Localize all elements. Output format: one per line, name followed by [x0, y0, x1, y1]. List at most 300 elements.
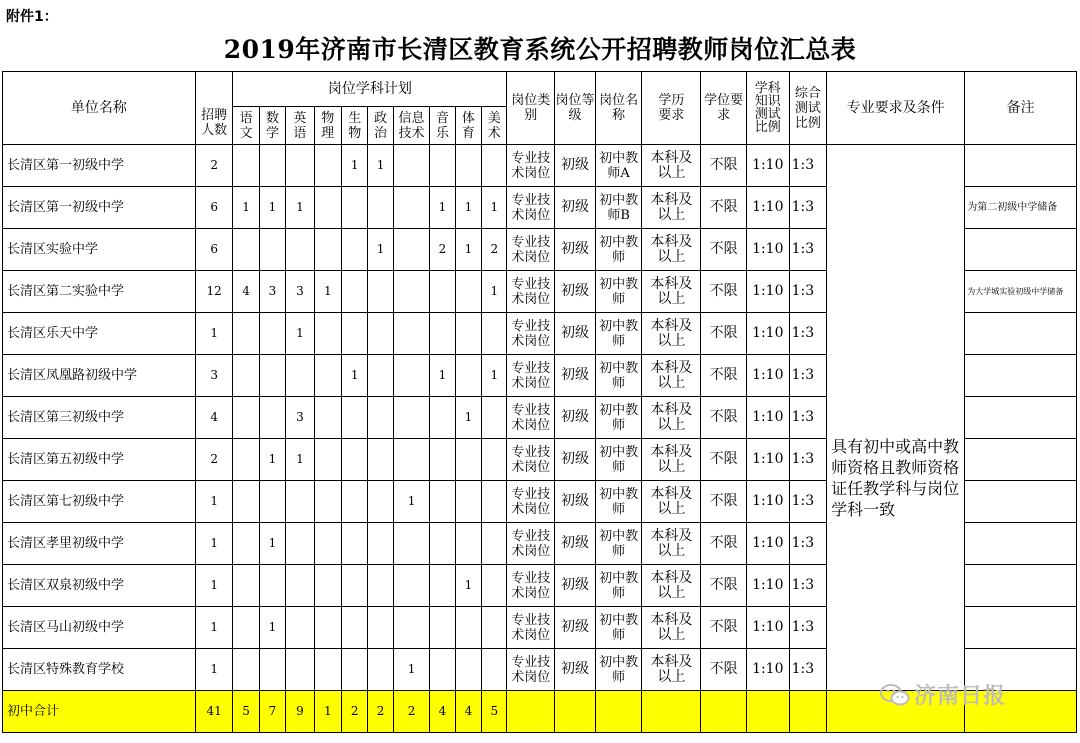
remark-cell	[965, 439, 1077, 481]
post-category-cell: 专业技术岗位	[507, 439, 555, 481]
post-name-cell: 初中教师	[595, 565, 642, 607]
remark-cell	[965, 565, 1077, 607]
subject-count-cell	[368, 565, 393, 607]
subject-count-cell	[342, 271, 368, 313]
subject-count-cell	[233, 397, 259, 439]
subject-count-cell	[482, 313, 507, 355]
unit-name-cell: 长清区乐天中学	[3, 313, 196, 355]
degree-cell: 不限	[701, 229, 747, 271]
subject-count-cell	[233, 649, 259, 691]
header-comprehensive-ratio: 综合测试比例	[789, 72, 827, 145]
subject-count-cell	[233, 145, 259, 187]
header-subject: 数学	[259, 107, 285, 145]
subject-count-cell: 1	[259, 607, 285, 649]
subject-count-cell	[314, 145, 341, 187]
unit-name-cell: 长清区第五初级中学	[3, 439, 196, 481]
subject-count-cell	[314, 649, 341, 691]
education-cell: 本科及以上	[642, 649, 701, 691]
post-level-cell: 初级	[555, 481, 596, 523]
subject-count-cell	[259, 145, 285, 187]
degree-cell: 不限	[701, 607, 747, 649]
subject-count-cell	[393, 313, 430, 355]
total-subject-cell: 4	[430, 691, 455, 733]
subject-count-cell	[393, 439, 430, 481]
comprehensive-ratio-cell: 1:3	[789, 229, 827, 271]
subject-count-cell	[455, 481, 481, 523]
knowledge-ratio-cell: 1:10	[746, 439, 789, 481]
knowledge-ratio-cell: 1:10	[746, 523, 789, 565]
header-post-level: 岗位等级	[555, 72, 596, 145]
subject-count-cell	[314, 439, 341, 481]
header-degree: 学位要求	[701, 72, 747, 145]
subject-count-cell: 1	[259, 187, 285, 229]
education-cell: 本科及以上	[642, 187, 701, 229]
knowledge-ratio-cell: 1:10	[746, 481, 789, 523]
recruit-count-cell: 6	[195, 229, 233, 271]
post-level-cell: 初级	[555, 523, 596, 565]
post-name-cell: 初中教师	[595, 313, 642, 355]
post-name-cell: 初中教师	[595, 649, 642, 691]
subject-count-cell	[430, 523, 455, 565]
subject-count-cell	[455, 271, 481, 313]
total-empty-cell	[507, 691, 555, 733]
degree-cell: 不限	[701, 355, 747, 397]
requirements-cell: 具有初中或高中教师资格且教师资格证任教学科与岗位学科一致	[827, 145, 965, 691]
degree-cell: 不限	[701, 397, 747, 439]
subject-count-cell	[342, 523, 368, 565]
subject-count-cell	[482, 397, 507, 439]
knowledge-ratio-cell: 1:10	[746, 271, 789, 313]
education-cell: 本科及以上	[642, 397, 701, 439]
post-name-cell: 初中教师	[595, 271, 642, 313]
subject-count-cell	[430, 649, 455, 691]
total-count-cell: 41	[195, 691, 233, 733]
subject-count-cell	[482, 607, 507, 649]
header-subject: 语文	[233, 107, 259, 145]
subject-count-cell	[393, 565, 430, 607]
header-subject: 物理	[314, 107, 341, 145]
header-row-1	[3, 72, 1077, 107]
header-education: 学历要求	[642, 72, 701, 145]
subject-count-cell	[342, 649, 368, 691]
header-subject: 生物	[342, 107, 368, 145]
degree-cell: 不限	[701, 439, 747, 481]
subject-count-cell: 1	[286, 439, 314, 481]
subject-count-cell	[342, 313, 368, 355]
subject-count-cell	[314, 355, 341, 397]
watermark	[880, 679, 1006, 710]
subject-count-cell: 1	[430, 355, 455, 397]
unit-name-cell: 长清区第一初级中学	[3, 187, 196, 229]
subject-count-cell	[455, 607, 481, 649]
subject-count-cell	[393, 229, 430, 271]
total-empty-cell	[701, 691, 747, 733]
recruit-count-cell: 1	[195, 523, 233, 565]
subject-count-cell	[342, 439, 368, 481]
knowledge-ratio-cell: 1:10	[746, 229, 789, 271]
subject-count-cell	[233, 355, 259, 397]
education-cell: 本科及以上	[642, 229, 701, 271]
post-name-cell: 初中教师	[595, 397, 642, 439]
subject-count-cell	[393, 523, 430, 565]
total-subject-cell: 2	[368, 691, 393, 733]
subject-count-cell	[430, 565, 455, 607]
total-subject-cell: 2	[393, 691, 430, 733]
subject-count-cell	[314, 187, 341, 229]
post-name-cell: 初中教师A	[595, 145, 642, 187]
degree-cell: 不限	[701, 187, 747, 229]
knowledge-ratio-cell: 1:10	[746, 565, 789, 607]
subject-count-cell	[342, 481, 368, 523]
subject-count-cell	[430, 145, 455, 187]
watermark-text: 济南日报	[914, 684, 1007, 709]
degree-cell: 不限	[701, 313, 747, 355]
recruit-count-cell: 6	[195, 187, 233, 229]
subject-count-cell	[259, 355, 285, 397]
comprehensive-ratio-cell: 1:3	[789, 145, 827, 187]
subject-count-cell	[286, 565, 314, 607]
subject-count-cell: 3	[286, 397, 314, 439]
post-level-cell: 初级	[555, 607, 596, 649]
comprehensive-ratio-cell: 1:3	[789, 187, 827, 229]
remark-cell	[965, 523, 1077, 565]
degree-cell: 不限	[701, 523, 747, 565]
subject-count-cell	[393, 607, 430, 649]
post-name-cell: 初中教师	[595, 523, 642, 565]
subject-count-cell	[393, 397, 430, 439]
subject-count-cell	[233, 607, 259, 649]
post-category-cell: 专业技术岗位	[507, 355, 555, 397]
subject-count-cell	[455, 649, 481, 691]
subject-count-cell: 1	[393, 649, 430, 691]
subject-count-cell	[455, 355, 481, 397]
subject-count-cell	[430, 607, 455, 649]
post-level-cell: 初级	[555, 439, 596, 481]
total-label-cell: 初中合计	[3, 691, 196, 733]
unit-name-cell: 长清区实验中学	[3, 229, 196, 271]
post-name-cell: 初中教师	[595, 229, 642, 271]
subject-count-cell: 1	[314, 271, 341, 313]
subject-count-cell: 1	[342, 145, 368, 187]
recruit-count-cell: 2	[195, 145, 233, 187]
subject-count-cell	[314, 565, 341, 607]
comprehensive-ratio-cell: 1:3	[789, 649, 827, 691]
subject-count-cell	[259, 397, 285, 439]
subject-count-cell: 1	[455, 187, 481, 229]
recruit-count-cell: 12	[195, 271, 233, 313]
education-cell: 本科及以上	[642, 271, 701, 313]
subject-count-cell	[286, 649, 314, 691]
education-cell: 本科及以上	[642, 145, 701, 187]
comprehensive-ratio-cell: 1:3	[789, 523, 827, 565]
header-subject-plan: 岗位学科计划	[233, 72, 507, 107]
comprehensive-ratio-cell: 1:3	[789, 607, 827, 649]
total-subject-cell: 5	[233, 691, 259, 733]
subject-count-cell	[342, 229, 368, 271]
subject-count-cell	[233, 523, 259, 565]
unit-name-cell: 长清区孝里初级中学	[3, 523, 196, 565]
unit-name-cell: 长清区双泉初级中学	[3, 565, 196, 607]
post-name-cell: 初中教师	[595, 439, 642, 481]
post-category-cell: 专业技术岗位	[507, 313, 555, 355]
remark-cell	[965, 397, 1077, 439]
subject-count-cell	[286, 229, 314, 271]
remark-cell	[965, 607, 1077, 649]
subject-count-cell	[233, 229, 259, 271]
recruit-count-cell: 4	[195, 397, 233, 439]
subject-count-cell	[393, 355, 430, 397]
post-level-cell: 初级	[555, 565, 596, 607]
subject-count-cell: 1	[455, 229, 481, 271]
subject-count-cell	[455, 313, 481, 355]
degree-cell: 不限	[701, 481, 747, 523]
post-level-cell: 初级	[555, 271, 596, 313]
subject-count-cell	[342, 187, 368, 229]
subject-count-cell	[286, 481, 314, 523]
post-category-cell: 专业技术岗位	[507, 397, 555, 439]
document-title: 2019年济南市长清区教育系统公开招聘教师岗位汇总表	[223, 35, 857, 64]
total-subject-cell: 5	[482, 691, 507, 733]
post-level-cell: 初级	[555, 229, 596, 271]
subject-count-cell	[482, 649, 507, 691]
subject-count-cell	[314, 481, 341, 523]
subject-count-cell: 1	[259, 439, 285, 481]
knowledge-ratio-cell: 1:10	[746, 607, 789, 649]
post-category-cell: 专业技术岗位	[507, 565, 555, 607]
subject-count-cell	[233, 439, 259, 481]
subject-count-cell: 1	[430, 187, 455, 229]
post-category-cell: 专业技术岗位	[507, 481, 555, 523]
total-subject-cell: 7	[259, 691, 285, 733]
post-level-cell: 初级	[555, 397, 596, 439]
subject-count-cell	[368, 313, 393, 355]
comprehensive-ratio-cell: 1:3	[789, 313, 827, 355]
header-requirements: 专业要求及条件	[827, 72, 965, 145]
remark-cell	[965, 313, 1077, 355]
unit-name-cell: 长清区凤凰路初级中学	[3, 355, 196, 397]
comprehensive-ratio-cell: 1:3	[789, 565, 827, 607]
header-post-category: 岗位类别	[507, 72, 555, 145]
subject-count-cell	[286, 607, 314, 649]
total-subject-cell: 2	[342, 691, 368, 733]
education-cell: 本科及以上	[642, 607, 701, 649]
post-category-cell: 专业技术岗位	[507, 271, 555, 313]
total-empty-cell	[595, 691, 642, 733]
header-remarks: 备注	[965, 72, 1077, 145]
education-cell: 本科及以上	[642, 439, 701, 481]
post-level-cell: 初级	[555, 313, 596, 355]
post-category-cell: 专业技术岗位	[507, 145, 555, 187]
subject-count-cell	[286, 523, 314, 565]
subject-count-cell	[314, 229, 341, 271]
subject-count-cell	[286, 355, 314, 397]
subject-count-cell	[368, 187, 393, 229]
subject-count-cell	[455, 523, 481, 565]
recruit-count-cell: 1	[195, 481, 233, 523]
subject-count-cell: 1	[455, 397, 481, 439]
subject-count-cell: 1	[286, 313, 314, 355]
subject-count-cell	[430, 271, 455, 313]
comprehensive-ratio-cell: 1:3	[789, 397, 827, 439]
subject-count-cell	[430, 439, 455, 481]
degree-cell: 不限	[701, 565, 747, 607]
total-subject-cell: 1	[314, 691, 341, 733]
subject-count-cell: 1	[368, 229, 393, 271]
subject-count-cell	[368, 271, 393, 313]
subject-count-cell	[430, 481, 455, 523]
subject-count-cell: 1	[368, 145, 393, 187]
total-subject-cell: 9	[286, 691, 314, 733]
education-cell: 本科及以上	[642, 523, 701, 565]
subject-count-cell: 4	[233, 271, 259, 313]
post-level-cell: 初级	[555, 187, 596, 229]
education-cell: 本科及以上	[642, 313, 701, 355]
subject-count-cell	[368, 649, 393, 691]
remark-cell	[965, 355, 1077, 397]
unit-name-cell: 长清区第三初级中学	[3, 397, 196, 439]
unit-name-cell: 长清区第一初级中学	[3, 145, 196, 187]
remark-cell: 为大学城实验初级中学储备	[965, 271, 1077, 313]
knowledge-ratio-cell: 1:10	[746, 355, 789, 397]
subject-count-cell	[342, 607, 368, 649]
post-name-cell: 初中教师	[595, 607, 642, 649]
recruit-count-cell: 3	[195, 355, 233, 397]
total-empty-cell	[789, 691, 827, 733]
subject-count-cell: 1	[286, 187, 314, 229]
subject-count-cell	[259, 649, 285, 691]
post-category-cell: 专业技术岗位	[507, 523, 555, 565]
knowledge-ratio-cell: 1:10	[746, 187, 789, 229]
unit-name-cell: 长清区第二实验中学	[3, 271, 196, 313]
header-subject: 英语	[286, 107, 314, 145]
subject-count-cell	[430, 397, 455, 439]
post-category-cell: 专业技术岗位	[507, 187, 555, 229]
subject-count-cell	[314, 313, 341, 355]
subject-count-cell	[342, 565, 368, 607]
recruit-count-cell: 2	[195, 439, 233, 481]
recruit-count-cell: 1	[195, 313, 233, 355]
subject-count-cell	[482, 565, 507, 607]
attachment-label: 附件1：	[6, 9, 58, 25]
subject-count-cell	[233, 565, 259, 607]
total-empty-cell	[642, 691, 701, 733]
subject-count-cell	[430, 313, 455, 355]
post-category-cell: 专业技术岗位	[507, 607, 555, 649]
subject-count-cell	[259, 481, 285, 523]
subject-count-cell: 1	[482, 187, 507, 229]
subject-count-cell: 1	[233, 187, 259, 229]
subject-count-cell	[314, 607, 341, 649]
subject-count-cell	[368, 355, 393, 397]
remark-cell	[965, 481, 1077, 523]
subject-count-cell	[368, 439, 393, 481]
header-recruit-count: 招聘人数	[195, 72, 233, 145]
header-subject: 信息技术	[393, 107, 430, 145]
total-subject-cell: 4	[455, 691, 481, 733]
header-knowledge-ratio: 学科知识测试比例	[746, 72, 789, 145]
subject-count-cell	[286, 145, 314, 187]
knowledge-ratio-cell: 1:10	[746, 649, 789, 691]
comprehensive-ratio-cell: 1:3	[789, 481, 827, 523]
subject-count-cell	[393, 145, 430, 187]
subject-count-cell	[233, 313, 259, 355]
subject-count-cell	[233, 481, 259, 523]
subject-count-cell	[259, 229, 285, 271]
subject-count-cell: 1	[342, 355, 368, 397]
subject-count-cell: 2	[482, 229, 507, 271]
subject-count-cell	[455, 439, 481, 481]
knowledge-ratio-cell: 1:10	[746, 313, 789, 355]
subject-count-cell	[259, 313, 285, 355]
comprehensive-ratio-cell: 1:3	[789, 439, 827, 481]
subject-count-cell: 3	[286, 271, 314, 313]
recruitment-table	[2, 71, 1077, 733]
header-subject: 体育	[455, 107, 481, 145]
subject-count-cell	[368, 523, 393, 565]
knowledge-ratio-cell: 1:10	[746, 397, 789, 439]
post-category-cell: 专业技术岗位	[507, 649, 555, 691]
subject-count-cell	[393, 187, 430, 229]
education-cell: 本科及以上	[642, 355, 701, 397]
header-subject: 音乐	[430, 107, 455, 145]
header-unit-name: 单位名称	[3, 72, 196, 145]
table-row	[3, 145, 1077, 187]
subject-count-cell: 1	[482, 271, 507, 313]
comprehensive-ratio-cell: 1:3	[789, 355, 827, 397]
recruit-count-cell: 1	[195, 565, 233, 607]
remark-cell	[965, 229, 1077, 271]
degree-cell: 不限	[701, 649, 747, 691]
total-empty-cell	[555, 691, 596, 733]
education-cell: 本科及以上	[642, 565, 701, 607]
post-level-cell: 初级	[555, 355, 596, 397]
education-cell: 本科及以上	[642, 481, 701, 523]
subject-count-cell	[455, 145, 481, 187]
recruit-count-cell: 1	[195, 649, 233, 691]
total-empty-cell	[746, 691, 789, 733]
unit-name-cell: 长清区第七初级中学	[3, 481, 196, 523]
subject-count-cell	[368, 397, 393, 439]
subject-count-cell: 1	[455, 565, 481, 607]
subject-count-cell	[482, 145, 507, 187]
subject-count-cell	[482, 439, 507, 481]
subject-count-cell: 1	[259, 523, 285, 565]
post-level-cell: 初级	[555, 649, 596, 691]
post-name-cell: 初中教师	[595, 355, 642, 397]
comprehensive-ratio-cell: 1:3	[789, 271, 827, 313]
subject-count-cell: 2	[430, 229, 455, 271]
header-subject: 政治	[368, 107, 393, 145]
subject-count-cell	[393, 271, 430, 313]
subject-count-cell: 1	[482, 355, 507, 397]
subject-count-cell	[368, 481, 393, 523]
post-level-cell: 初级	[555, 145, 596, 187]
post-category-cell: 专业技术岗位	[507, 229, 555, 271]
post-name-cell: 初中教师B	[595, 187, 642, 229]
unit-name-cell: 长清区马山初级中学	[3, 607, 196, 649]
recruit-count-cell: 1	[195, 607, 233, 649]
header-subject: 美术	[482, 107, 507, 145]
header-post-name: 岗位名称	[595, 72, 642, 145]
subject-count-cell	[368, 607, 393, 649]
subject-count-cell	[314, 397, 341, 439]
subject-count-cell	[482, 481, 507, 523]
degree-cell: 不限	[701, 271, 747, 313]
subject-count-cell: 3	[259, 271, 285, 313]
remark-cell	[965, 145, 1077, 187]
subject-count-cell	[314, 523, 341, 565]
subject-count-cell	[482, 523, 507, 565]
